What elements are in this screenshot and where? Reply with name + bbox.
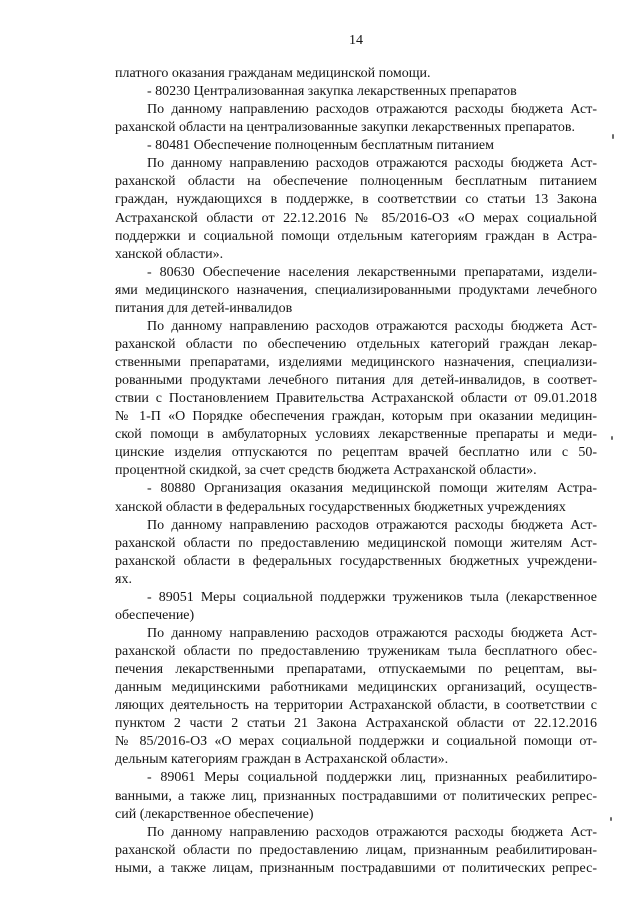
text-line: ляющих деятельность на территории Астраханской области, в соответствии с: [115, 698, 597, 714]
scan-speck: [611, 436, 613, 440]
paragraph: [115, 480, 597, 516]
paragraph: [115, 101, 597, 137]
paragraph: [115, 769, 597, 823]
text-line: - 89051 Меры социальной поддержки тружеников тыла (лекарственное: [147, 589, 597, 605]
text-line: Астраханской области от 22.12.2016 № 85/2016-ОЗ «О мерах социальной: [115, 210, 597, 226]
text-line: данным медицинскими работниками медицинских организаций, осуществ-: [115, 680, 597, 696]
text-line: По данному направлению расходов отражаются расходы бюджета Аст-: [147, 318, 597, 334]
document-body: [115, 65, 597, 878]
text-line: ской помощи в амбулаторных условиях лекарственные препараты и меди-: [115, 427, 597, 443]
text-line: раханской области по предоставлению медицинской помощи жителям Аст-: [115, 535, 597, 551]
text-line: цинские изделия отпускаются по рецептам врачей бесплатно или с 50-: [115, 445, 597, 461]
text-line: пунктом 2 части 2 статьи 21 Закона Астраханской области от 22.12.2016: [115, 716, 597, 732]
text-line: ственными препаратами, изделиями медицинского назначения, специализи-: [115, 355, 597, 370]
scan-speck: [612, 134, 614, 139]
paragraph: [115, 517, 597, 589]
text-line: рованными продуктами лечебного питания для детей-инвалидов, в соответ-: [115, 373, 597, 389]
paragraph: [115, 589, 597, 625]
text-line: раханской области по предоставлению лицам, признанным реабилитирован-: [115, 842, 597, 858]
text-line: По данному направлению расходов отражаются расходы бюджета Аст-: [147, 824, 597, 840]
paragraph: [115, 625, 597, 770]
scan-speck: [610, 817, 612, 821]
text-line: По данному направлению расходов отражаются расходы бюджета Аст-: [147, 156, 597, 172]
text-line: сий (лекарственное обеспечение): [115, 806, 314, 822]
paragraph: [115, 137, 597, 155]
text-line: ванными, а также лиц, признанных пострадавшими от политических репрес-: [115, 788, 597, 804]
text-line: граждан, нуждающихся в поддержке, в соответствии со статьи 13 Закона: [115, 192, 597, 208]
paragraph: [115, 824, 597, 878]
text-line: процентной скидкой, за счет средств бюджета Астраханской области».: [115, 463, 537, 479]
text-line: платного оказания гражданам медицинской помощи.: [115, 66, 431, 81]
paragraph: [115, 264, 597, 318]
text-line: раханской области на обеспечение полноценным бесплатным питанием: [115, 174, 597, 190]
paragraph: [115, 155, 597, 263]
text-line: поддержки и социальной помощи отдельным категориям граждан в Астра-: [115, 228, 597, 244]
text-line: ях.: [115, 571, 132, 587]
text-line: По данному направлению расходов отражаются расходы бюджета Аст-: [147, 517, 597, 533]
text-line: раханской области по предоставлению труженикам тыла бесплатного обес-: [115, 644, 597, 659]
paragraph: [115, 83, 597, 101]
text-line: По данному направлению расходов отражаются расходы бюджета Аст-: [147, 625, 597, 641]
text-line: печения лекарственными препаратами, отпускаемыми по рецептам, вы-: [115, 662, 597, 678]
text-line: питания для детей-инвалидов: [115, 300, 293, 316]
text-line: ханской области в федеральных государственных бюджетных учреждениях: [115, 499, 566, 515]
text-line: - 89061 Меры социальной поддержки лиц, признанных реабилитиро-: [147, 770, 597, 786]
text-line: раханской области по обеспечению отдельных категорий граждан лекар-: [115, 336, 597, 352]
text-line: - 80880 Организация оказания медицинской помощи жителям Астра-: [147, 481, 597, 497]
text-line: дельным категориям граждан в Астраханской области».: [115, 752, 449, 768]
paragraph: [115, 65, 597, 83]
text-line: - 80230 Централизованная закупка лекарственных препаратов: [147, 84, 517, 100]
page-number: 14: [349, 33, 363, 48]
paragraph: [115, 318, 597, 481]
text-line: ханской области».: [115, 246, 224, 262]
text-line: раханской области в федеральных государственных бюджетных учреждени-: [115, 553, 597, 569]
text-line: - 80630 Обеспечение населения лекарственными препаратами, издели-: [147, 264, 597, 280]
text-line: № 1-П «О Порядке обеспечения граждан, которым при оказании медицин-: [115, 409, 597, 425]
text-line: - 80481 Обеспечение полноценным бесплатным питанием: [147, 138, 495, 154]
text-line: ями медицинского назначения, специализированными продуктами лечебного: [115, 282, 597, 298]
text-line: обеспечение): [115, 607, 195, 623]
text-line: раханской области на централизованные закупки лекарственных препаратов.: [115, 120, 575, 136]
text-line: № 85/2016-ОЗ «О мерах социальной поддержки и социальной помощи от-: [115, 734, 597, 750]
text-line: ными, а также лицам, признанным пострадавшими от политических репрес-: [115, 860, 597, 876]
text-line: По данному направлению расходов отражаются расходы бюджета Аст-: [147, 102, 597, 118]
text-line: ствии с Постановлением Правительства Астраханской области от 09.01.2018: [115, 391, 597, 407]
